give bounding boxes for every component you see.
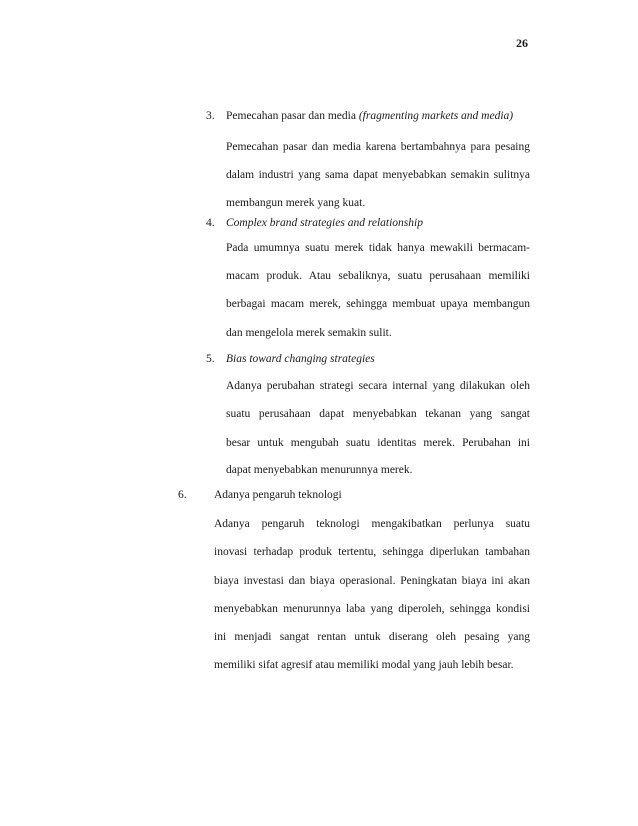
item-3-title-italic: (fragmenting markets and media) <box>358 110 514 122</box>
item-3-line-3: membangun merek yang kuat. <box>226 197 366 209</box>
item-4-line-1: Pada umumnya suatu merek tidak hanya mewakili bermacam- <box>226 242 530 254</box>
item-3-line-2: dalam industri yang sama dapat menyebabkan semakin sulitnya <box>226 169 530 181</box>
item-5-title: Bias toward changing strategies <box>226 353 375 365</box>
item-5-line-2: suatu perusahaan dapat menyebabkan tekanan yang sangat <box>226 408 530 420</box>
item-6-title: Adanya pengaruh teknologi <box>214 489 342 501</box>
item-4-number: 4. <box>206 217 215 229</box>
item-6-line-1: Adanya pengaruh teknologi mengakibatkan perlunya suatu <box>214 518 530 530</box>
item-6-line-5: ini menjadi sangat rentan untuk diserang oleh pesaing yang <box>214 631 530 643</box>
item-4-line-4: dan mengelola merek semakin sulit. <box>226 327 392 339</box>
item-6-number: 6. <box>178 489 187 501</box>
item-6-line-3: biaya investasi dan biaya operasional. Peningkatan biaya ini akan <box>214 575 530 587</box>
item-5-line-4: dapat menyebabkan menurunnya merek. <box>226 464 413 476</box>
item-6-line-6: memiliki sifat agresif atau memiliki modal yang jauh lebih besar. <box>214 659 514 671</box>
item-3-title-text: Pemecahan pasar dan media <box>226 110 356 122</box>
page-number: 26 <box>516 36 528 50</box>
item-4-line-3: berbagai macam merek, sehingga membuat upaya membangun <box>226 298 530 310</box>
item-5-line-3: besar untuk mengubah suatu identitas merek. Perubahan ini <box>226 437 530 449</box>
item-6-line-4: menyebabkan menurunnya laba yang diperoleh, sehingga kondisi <box>214 603 530 615</box>
item-5-number: 5. <box>206 353 215 365</box>
item-5-line-1: Adanya perubahan strategi secara internal yang dilakukan oleh <box>226 380 530 392</box>
item-4-line-2: macam produk. Atau sebaliknya, suatu perusahaan memiliki <box>226 270 530 282</box>
item-3-line-1: Pemecahan pasar dan media karena bertambahnya para pesaing <box>226 141 530 153</box>
item-3-number: 3. <box>206 110 215 122</box>
item-4-title: Complex brand strategies and relationship <box>226 217 423 229</box>
item-6-line-2: inovasi terhadap produk tertentu, sehingga diperlukan tambahan <box>214 546 530 558</box>
item-3-title <box>226 110 513 122</box>
